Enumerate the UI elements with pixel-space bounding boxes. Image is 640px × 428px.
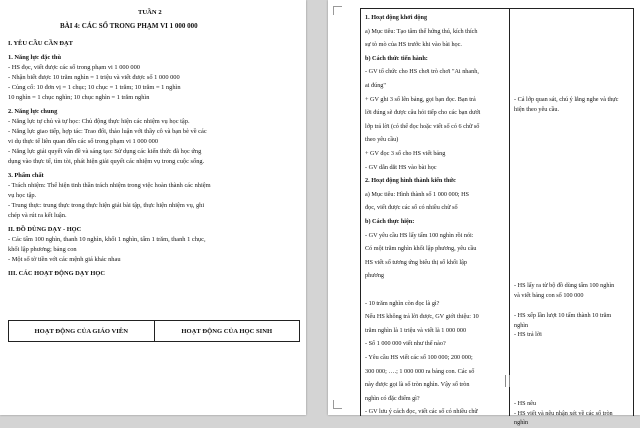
- student-activity-line: - Cả lớp quan sát, chú ý lắng nghe và thực: [514, 96, 619, 104]
- teacher-activity-line: - GV yêu cầu HS lấy tấm 100 nghìn rồi nói:: [365, 231, 474, 239]
- activity-table-header: [8, 320, 300, 342]
- teacher-activity-line: lời đúng sẽ được câu hỏi tiếp cho các bạn dưới: [365, 109, 481, 117]
- activity-heading: b) Cách thực hiện:: [365, 218, 415, 225]
- teacher-activity-line: Có một trăm nghìn khối lập phương, yêu cầu: [365, 245, 477, 253]
- lesson-title: BÀI 4: CÁC SỐ TRONG PHẠM VI 1 000 000: [60, 22, 198, 30]
- document-page-left: [0, 0, 306, 415]
- week-label: TUẦN 2: [138, 9, 162, 16]
- teacher-activity-line: lớp trả lời (có thể đọc hoặc viết số có 6 chữ số: [365, 122, 480, 130]
- teacher-activity-line: trăm nghìn là 1 triệu và viết là 1 000 000: [365, 326, 467, 334]
- student-activity-line: - HS nêu: [514, 399, 536, 407]
- body-text-line: chép và rút ra kết luận.: [8, 212, 67, 219]
- teacher-activity-line: phương: [365, 272, 385, 280]
- student-activity-line: nghìn: [514, 321, 529, 329]
- teacher-activity-line: - GV tổ chức cho HS chơi trò chơi "Ai nhanh,: [365, 68, 479, 76]
- body-text-line: - Một số tờ tiền với các mệnh giá khác nhau: [8, 256, 121, 263]
- activity-heading: 2. Hoạt động hình thành kiến thức: [365, 177, 456, 185]
- body-text-line: - Năng lực tự chủ và tự học: Chủ động thực hiện các nhiệm vụ học tập.: [8, 118, 190, 125]
- body-text-line: vụ học tập.: [8, 192, 37, 199]
- teacher-activity-line: + GV ghi 3 số lên bảng, gọi bạn đọc. Bạn trả: [365, 95, 476, 103]
- margin-corner-mark: [333, 6, 342, 15]
- activity-table: [360, 8, 634, 427]
- student-activity-header: HOẠT ĐỘNG CỦA HỌC SINH: [154, 321, 300, 341]
- body-text-line: - Nhận biết được 10 trăm nghìn = 1 triệu và viết được số 1 000 000: [8, 74, 180, 81]
- student-activity-line: và viết bảng con số 100 000: [514, 292, 584, 300]
- document-page-right: [328, 0, 640, 427]
- table-column-divider: [509, 9, 510, 416]
- teacher-activity-line: - 10 trăm nghìn còn đọc là gì?: [365, 299, 440, 307]
- body-text-line: - Trách nhiệm: Thể hiện tinh thần trách nhiệm trong việc hoàn thành các nhiệm: [8, 182, 211, 189]
- body-text-line: - Củng cố: 10 đơn vị = 1 chục; 10 chục = 1 trăm; 10 trăm = 1 nghìn: [8, 84, 181, 91]
- body-text-line: - Năng lực giải quyết vấn đề và sáng tạo: Sử dụng các kiến thức đã học ứng: [8, 148, 202, 155]
- student-activity-line: nghìn: [514, 419, 529, 427]
- teacher-activity-line: này được gọi là số tròn nghìn. Vậy số tròn: [365, 381, 470, 389]
- body-text-line: - Trung thực: trung thực trong thực hiện giải bài tập, thực hiện nhiệm vụ, ghi: [8, 202, 205, 209]
- teacher-activity-line: a) Mục tiêu: Hình thành số 1 000 000; HS: [365, 190, 469, 198]
- teacher-activity-line: đọc, viết được các số có nhiều chữ số: [365, 204, 458, 212]
- student-activity-line: - HS viết và nêu nhận xét về các số tròn: [514, 409, 613, 417]
- teacher-activity-line: + GV đọc 3 số cho HS viết bảng: [365, 150, 446, 157]
- section-heading: II. ĐỒ DÙNG DẠY - HỌC: [8, 226, 82, 233]
- teacher-activity-line: - Yêu cầu HS viết các số 100 000; 200 000;: [365, 354, 473, 361]
- teacher-activity-line: - GV lưu ý cách đọc, viết các số có nhiều chữ: [365, 408, 478, 416]
- teacher-activity-line: - GV dẫn dắt HS vào bài học: [365, 163, 437, 171]
- teacher-activity-line: nghìn có đặc điểm gì?: [365, 394, 420, 402]
- body-text-line: dụng vào thực tế, tìm tòi, phát hiện giải quyết các nhiệm vụ trong cuộc sống.: [8, 158, 205, 165]
- teacher-activity-line: theo yêu cầu): [365, 136, 399, 144]
- section-heading: 2. Năng lực chung: [8, 108, 58, 115]
- section-heading: 1. Năng lực đặc thù: [8, 54, 62, 61]
- teacher-activity-line: a) Mục tiêu: Tạo tâm thế hứng thú, kích thích: [365, 27, 478, 35]
- body-text-line: - Các tấm 100 nghìn, thanh 10 nghìn, khối 1 nghìn, tấm 1 trăm, thanh 1 chục,: [8, 236, 206, 243]
- student-activity-line: hiện theo yêu cầu.: [514, 106, 560, 114]
- activity-heading: b) Cách thức tiến hành:: [365, 54, 428, 62]
- activity-heading: 1. Hoạt động khởi động: [365, 14, 428, 21]
- body-text-line: - Năng lực giao tiếp, hợp tác: Trao đổi, thảo luận với thầy cô và bạn bè về các: [8, 128, 207, 135]
- student-activity-line: - HS trả lời: [514, 331, 542, 339]
- teacher-activity-line: sự tò mò của HS trước khi vào bài học.: [365, 41, 462, 49]
- teacher-activity-line: Nếu HS không trả lời được, GV giới thiệu: 10: [365, 313, 479, 321]
- section-heading: I. YÊU CẦU CẦN ĐẠT: [8, 40, 73, 47]
- margin-corner-mark: [333, 400, 342, 409]
- section-heading: 3. Phẩm chất: [8, 172, 44, 179]
- body-text-line: khối lập phương; bảng con: [8, 246, 77, 253]
- teacher-activity-line: - Số 1 000 000 viết như thế nào?: [365, 340, 446, 348]
- section-heading: III. CÁC HOẠT ĐỘNG DẠY HỌC: [8, 270, 105, 277]
- body-text-line: 10 nghìn = 1 chục nghìn; 10 chục nghìn = 1 trăm nghìn: [8, 94, 150, 101]
- teacher-activity-header: HOẠT ĐỘNG CỦA GIÁO VIÊN: [34, 327, 129, 335]
- body-text-line: vi dụ thực tế liên quan đến các số trong phạm vi 1 000 000: [8, 138, 159, 145]
- teacher-activity-line: 300 000; ….; 1 000 000 ra bảng con. Các số: [365, 367, 475, 375]
- teacher-activity-line: ai đúng": [365, 82, 386, 89]
- teacher-activity-line: HS viết số tương ứng biểu thị số khối lập: [365, 258, 467, 266]
- text-cursor: [505, 375, 510, 387]
- body-text-line: - HS đọc, viết được các số trong phạm vi 1 000 000: [8, 64, 140, 71]
- student-activity-line: - HS lấy ra từ bộ đồ dùng tấm 100 nghìn: [514, 282, 615, 290]
- student-activity-line: - HS xếp lần lượt 10 tấm thành 10 trăm: [514, 311, 612, 319]
